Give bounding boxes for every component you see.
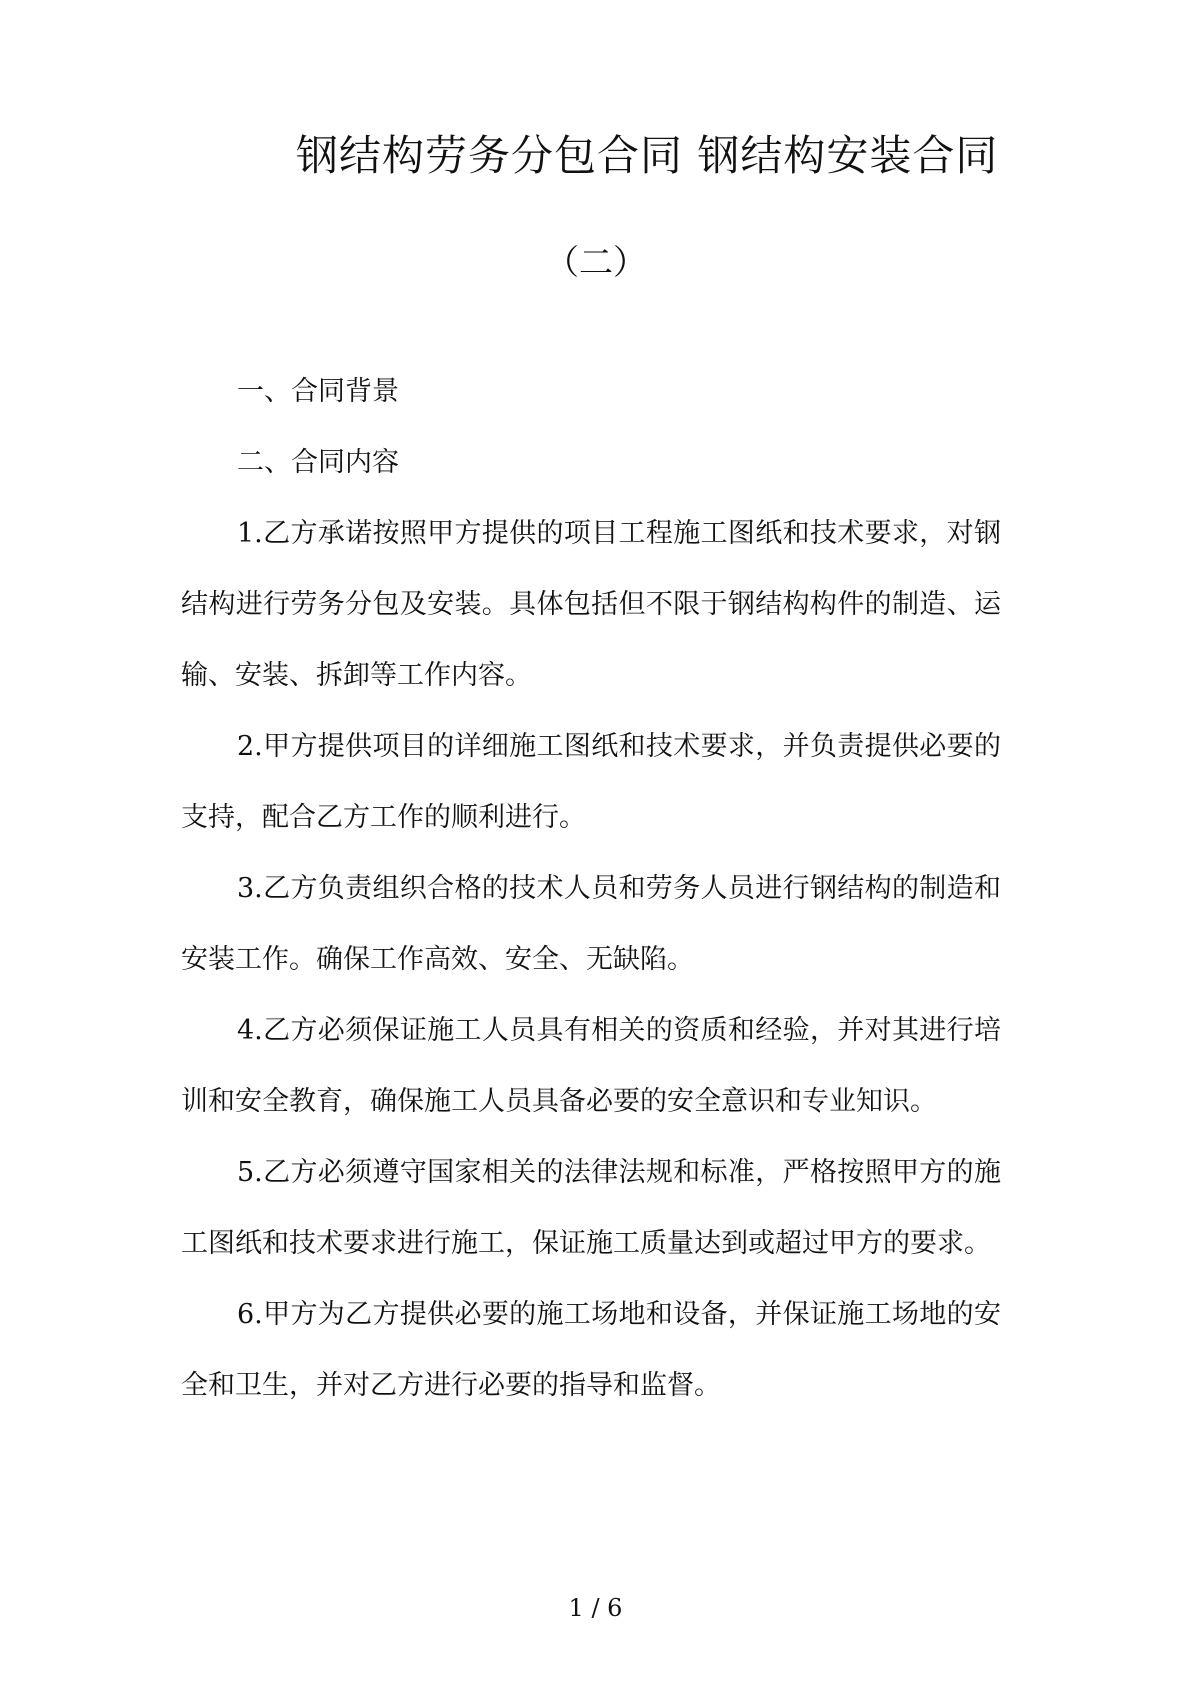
clause-6: 6.甲方为乙方提供必要的施工场地和设备，并保证施工场地的安全和卫生，并对乙方进行必要的指导和监督。: [181, 1299, 1001, 1401]
clause-2: 2.甲方提供项目的详细施工图纸和技术要求，并负责提供必要的支持，配合乙方工作的顺利进行。: [181, 731, 1001, 833]
section-heading-background: 一、合同背景: [237, 376, 399, 407]
clause-5: 5.乙方必须遵守国家相关的法律法规和标准，严格按照甲方的施工图纸和技术要求进行施工，保证施工质量达到或超过甲方的要求。: [181, 1157, 1001, 1259]
page-number: 1 / 6: [568, 1594, 623, 1622]
clause-3: 3.乙方负责组织合格的技术人员和劳务人员进行钢结构的制造和安装工作。确保工作高效、安全、无缺陷。: [181, 873, 1001, 975]
document-subtitle: （二）: [545, 243, 647, 283]
clause-1: 1.乙方承诺按照甲方提供的项目工程施工图纸和技术要求，对钢结构进行劳务分包及安装。具体包括但不限于钢结构构件的制造、运输、安装、拆卸等工作内容。: [181, 518, 1001, 691]
clause-4: 4.乙方必须保证施工人员具有相关的资质和经验，并对其进行培训和安全教育，确保施工人员具备必要的安全意识和专业知识。: [181, 1015, 1001, 1117]
document-title: 钢结构劳务分包合同 钢结构安装合同: [296, 131, 999, 180]
document-body: [181, 356, 1001, 1421]
section-heading-content: 二、合同内容: [237, 447, 399, 478]
